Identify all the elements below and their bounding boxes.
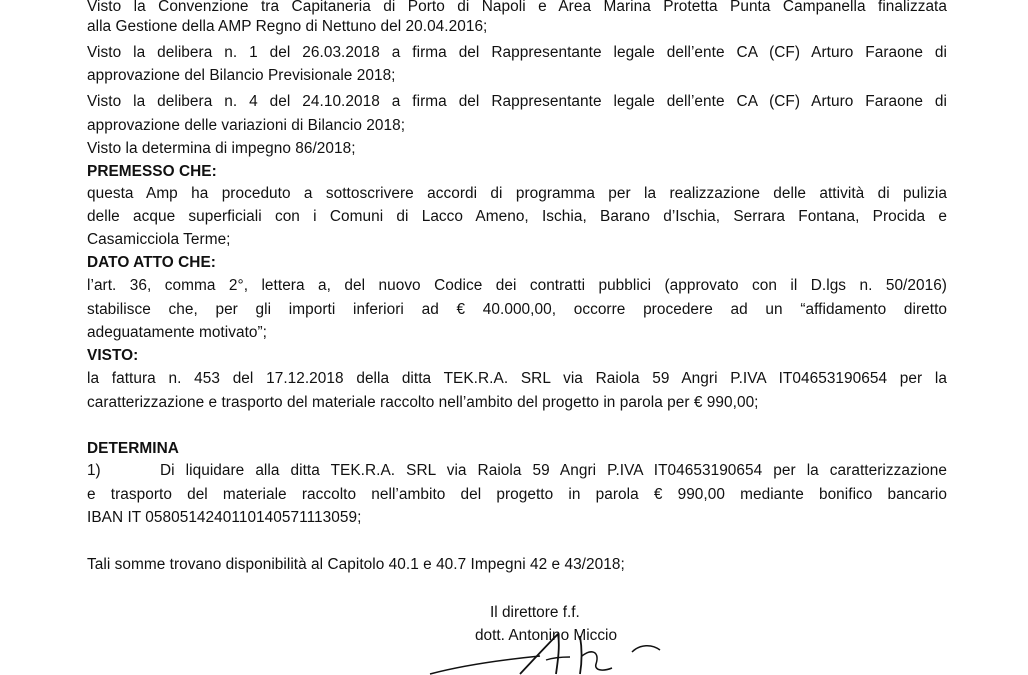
text-line: alla Gestione della AMP Regno di Nettuno del 20.04.2016;: [87, 18, 488, 35]
text-line: approvazione delle variazioni di Bilancio 2018;: [87, 117, 406, 134]
text-line: la fattura n. 453 del 17.12.2018 della ditta TEK.R.A. SRL via Raiola 59 Angri P.IVA IT04653190654 per la: [87, 370, 947, 387]
text-line: e trasporto del materiale raccolto nell’ambito del progetto in parola € 990,00 mediante bonifico bancario: [87, 486, 947, 503]
text-line: Visto la Convenzione tra Capitaneria di Porto di Napoli e Area Marina Protetta Punta Campanella finalizzata: [87, 0, 947, 15]
text-line: Tali somme trovano disponibilità al Capitolo 40.1 e 40.7 Impegni 42 e 43/2018;: [87, 556, 625, 573]
handwritten-signature-icon: [420, 630, 710, 675]
text-line: Visto la delibera n. 4 del 24.10.2018 a firma del Rappresentante legale dell’ente CA (CF) Arturo Faraone di: [87, 93, 947, 110]
text-line: Visto la delibera n. 1 del 26.03.2018 a firma del Rappresentante legale dell’ente CA (CF) Arturo Faraone di: [87, 44, 947, 61]
text-line: approvazione del Bilancio Previsionale 2018;: [87, 67, 396, 84]
signature-name: dott. Antonino Miccio: [475, 627, 618, 644]
text-line: delle acque superficiali con i Comuni di Lacco Ameno, Ischia, Barano d’Ischia, Serrara Fontana, Procida e: [87, 208, 947, 225]
text-line: l’art. 36, comma 2°, lettera a, del nuovo Codice dei contratti pubblici (approvato con il D.lgs n. 50/2016): [87, 277, 947, 294]
signature-title: Il direttore f.f.: [490, 604, 580, 621]
text-line: adeguatamente motivato”;: [87, 324, 268, 341]
text-line: Di liquidare alla ditta TEK.R.A. SRL via Raiola 59 Angri P.IVA IT04653190654 per la caratterizzazione: [160, 462, 947, 479]
list-number: 1): [87, 462, 101, 479]
text-line: questa Amp ha proceduto a sottoscrivere accordi di programma per la realizzazione delle attività di pulizia: [87, 185, 947, 202]
text-line: Visto la determina di impegno 86/2018;: [87, 140, 356, 157]
text-line: Casamicciola Terme;: [87, 231, 231, 248]
section-heading-visto: VISTO:: [87, 347, 139, 364]
text-line: stabilisce che, per gli importi inferiori ad € 40.000,00, occorre procedere ad un “affidamento diretto: [87, 301, 947, 318]
section-heading-dato-atto: DATO ATTO CHE:: [87, 254, 216, 271]
text-line: caratterizzazione e trasporto del materiale raccolto nell’ambito del progetto in parola per € 990,00;: [87, 394, 759, 411]
section-heading-premesso: PREMESSO CHE:: [87, 163, 217, 180]
text-line: IBAN IT 05805142401101405711130​59;: [87, 509, 362, 526]
section-heading-determina: DETERMINA: [87, 440, 179, 457]
